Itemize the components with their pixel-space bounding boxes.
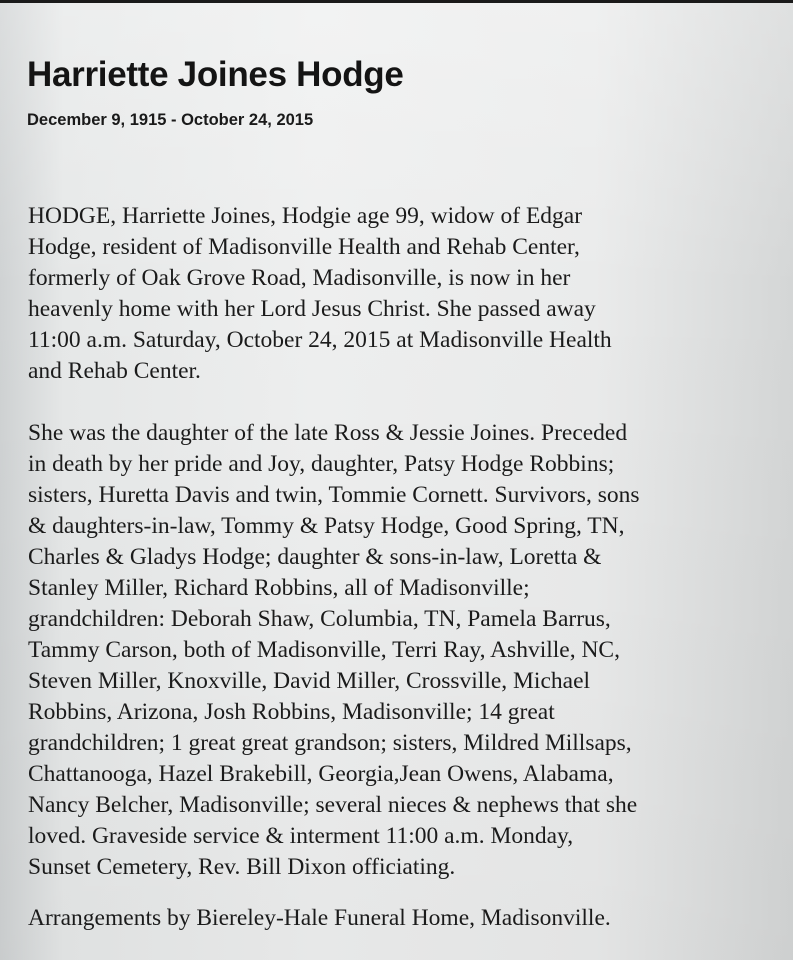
text-line: formerly of Oak Grove Road, Madisonville, is now in her [28,265,571,291]
text-line: Chattanooga, Hazel Brakebill, Georgia,Jean Owens, Alabama, [28,761,614,787]
text-line: Stanley Miller, Richard Robbins, all of Madisonville; [28,575,530,601]
text-line: She was the daughter of the late Ross & Jessie Joines. Preceded [28,420,628,446]
text-line: heavenly home with her Lord Jesus Christ. She passed away [28,296,596,322]
obituary-name-heading: Harriette Joines Hodge [27,55,404,94]
text-line: grandchildren: Deborah Shaw, Columbia, TN, Pamela Barrus, [28,606,611,632]
text-line: Tammy Carson, both of Madisonville, Terri Ray, Ashville, NC, [28,637,620,663]
text-line: in death by her pride and Joy, daughter, Patsy Hodge Robbins; [28,451,615,477]
text-line: loved. Graveside service & interment 11:00 a.m. Monday, [28,823,574,849]
text-line: 11:00 a.m. Saturday, October 24, 2015 at Madisonville Health [28,327,612,353]
text-line: Steven Miller, Knoxville, David Miller, Crossville, Michael [28,668,591,694]
text-line: Arrangements by Biereley-Hale Funeral Home, Madisonville. [28,905,611,931]
text-line: Nancy Belcher, Madisonville; several nieces & nephews that she [28,792,638,818]
text-line: Hodge, resident of Madisonville Health and Rehab Center, [28,234,580,260]
text-line: HODGE, Harriette Joines, Hodgie age 99, widow of Edgar [28,203,583,229]
obituary-page [0,3,793,960]
text-line: Sunset Cemetery, Rev. Bill Dixon officiating. [28,854,456,880]
text-line: sisters, Huretta Davis and twin, Tommie Cornett. Survivors, sons [28,482,640,508]
text-line: grandchildren; 1 great great grandson; sisters, Mildred Millsaps, [28,730,632,756]
obituary-paragraph-announcement [28,201,612,387]
obituary-dates: December 9, 1915 - October 24, 2015 [27,111,314,129]
text-line: Robbins, Arizona, Josh Robbins, Madisonville; 14 great [28,699,555,725]
text-line: & daughters-in-law, Tommy & Patsy Hodge, Good Spring, TN, [28,513,625,539]
obituary-paragraph-arrangements [28,903,611,934]
obituary-paragraph-family [28,418,639,883]
text-line: and Rehab Center. [28,358,201,384]
text-line: Charles & Gladys Hodge; daughter & sons-in-law, Loretta & [28,544,602,570]
